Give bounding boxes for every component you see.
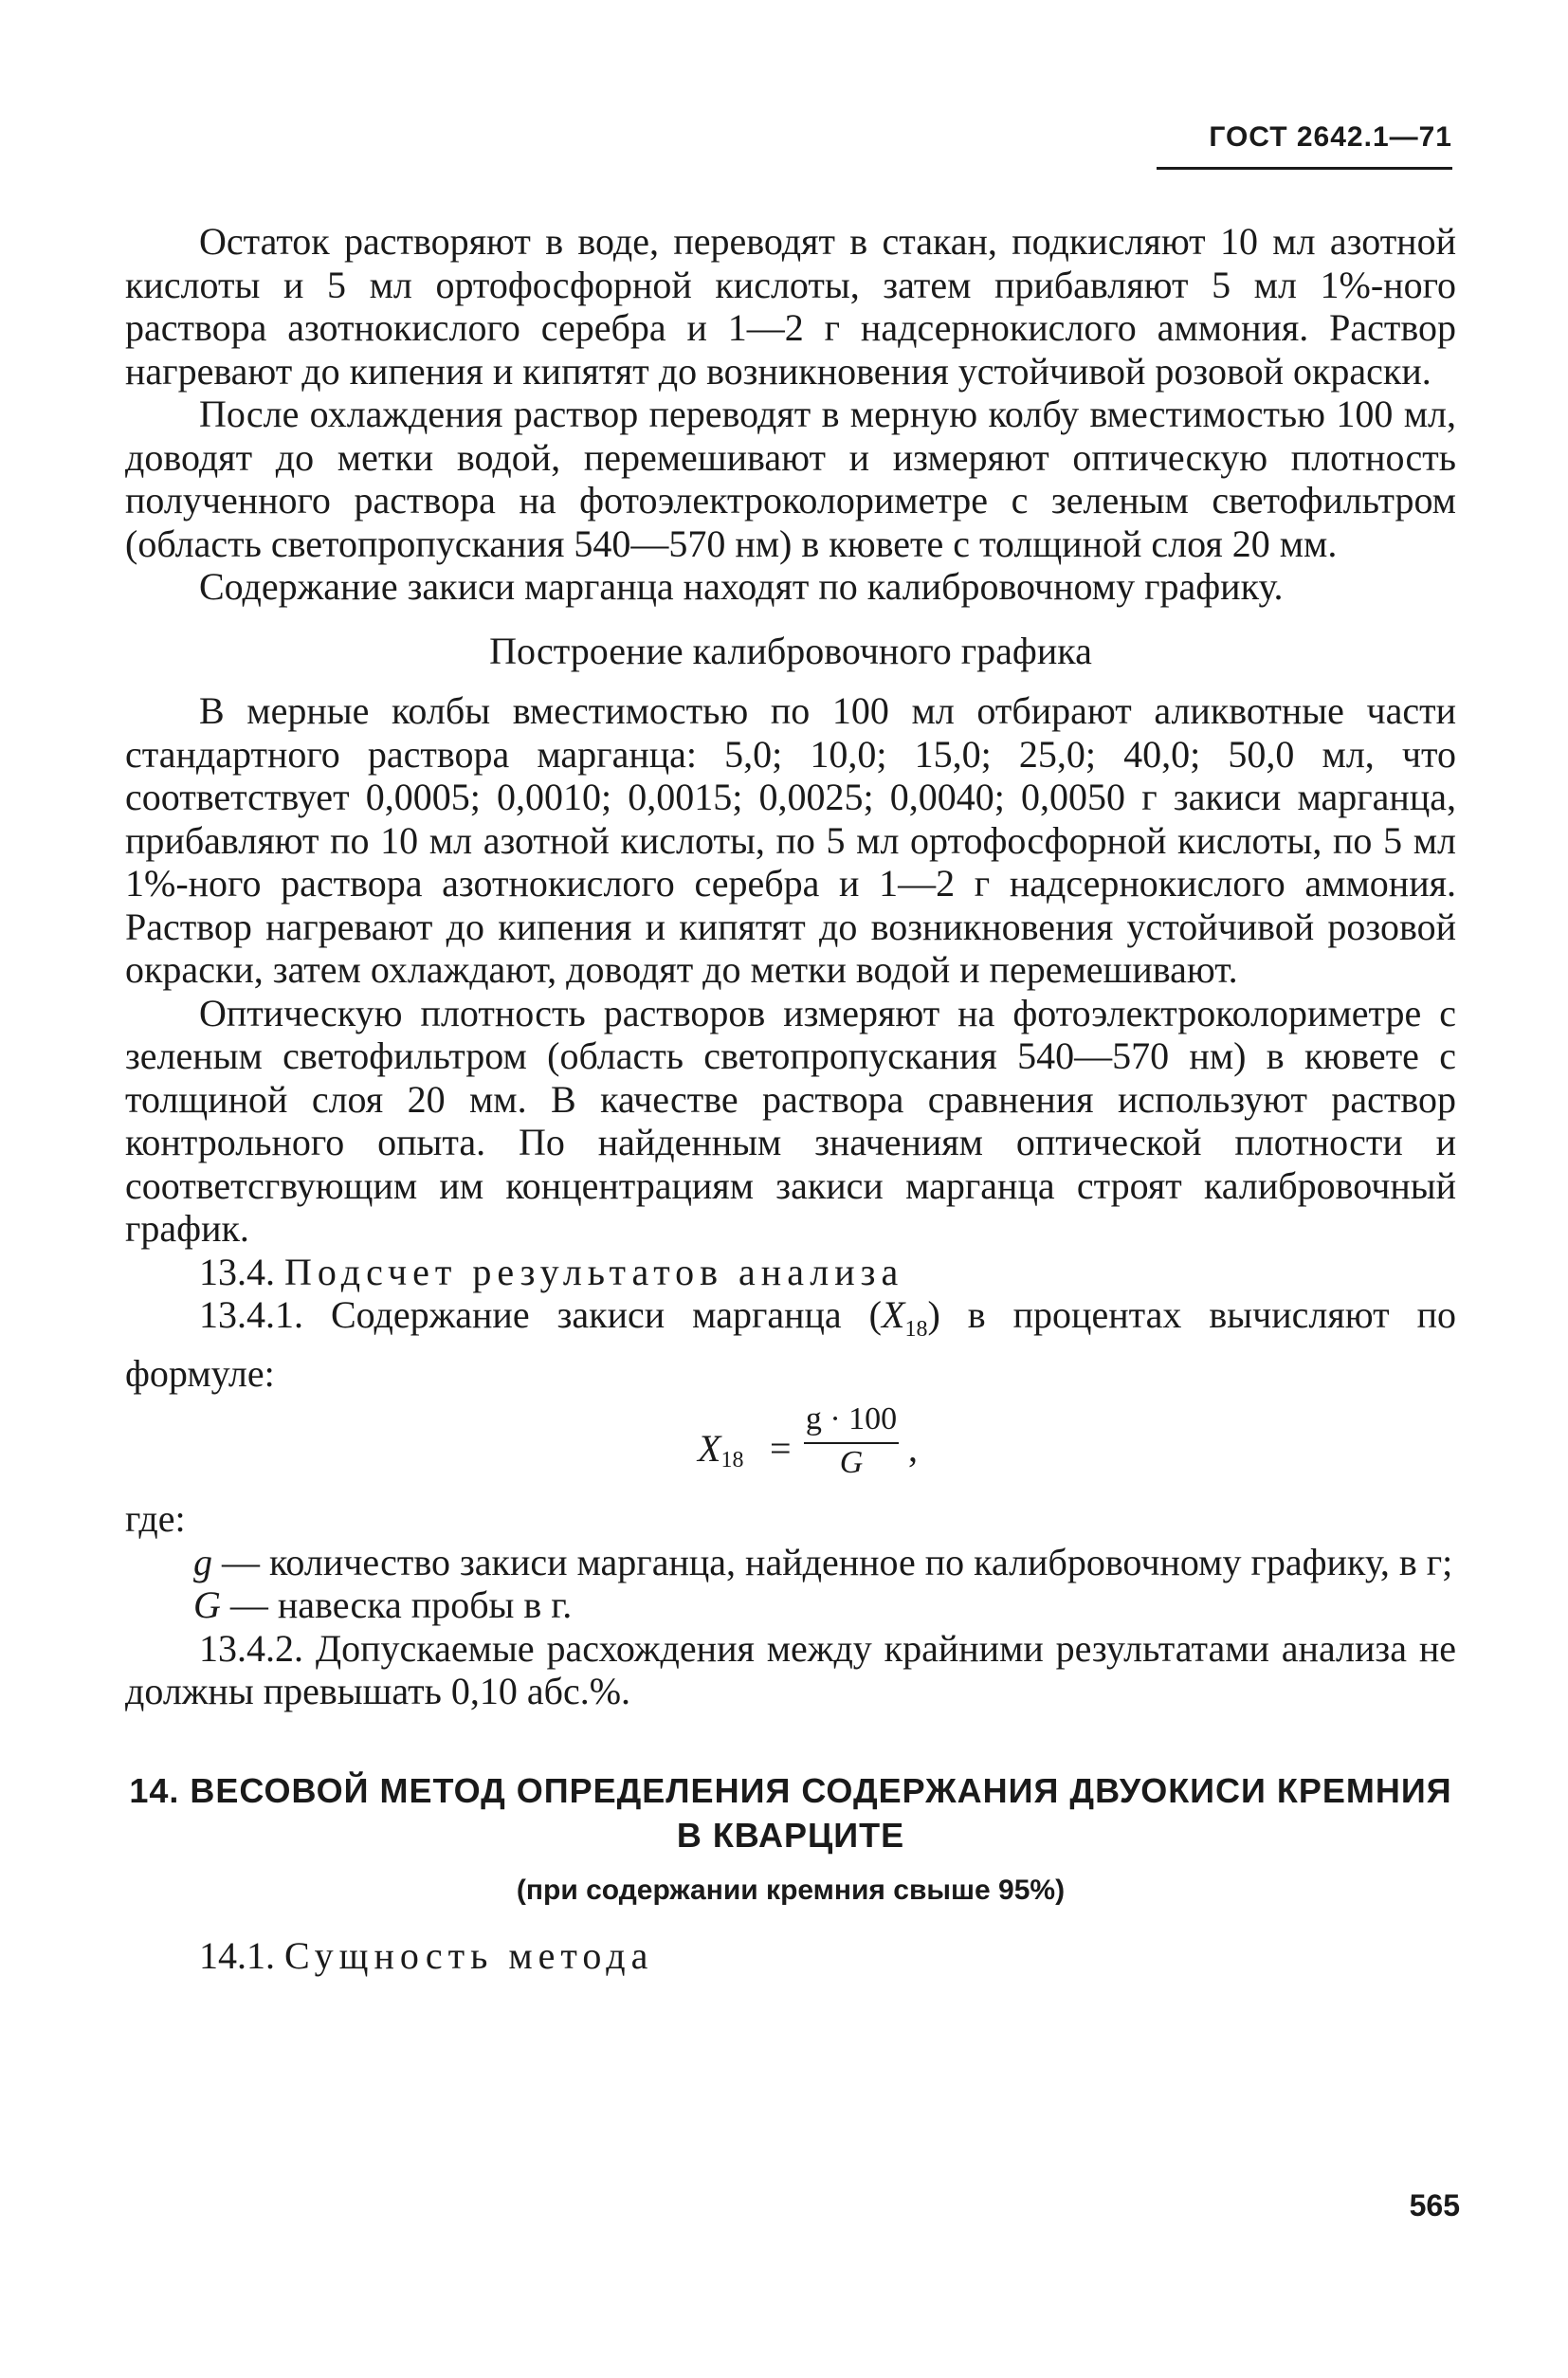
paragraph-tolerance: 13.4.2. Допускаемые расхождения между крайними результатами анализа не должны превышать 0,10 абс.%. [125,1626,1456,1712]
where-label: где: [125,1497,186,1540]
definition-g: g — количество закиси марганца, найденное по калибровочному графику, в г; [193,1540,1453,1583]
page-body [125,220,1456,1978]
section-14-title: 14. ВЕСОВОЙ МЕТОД ОПРЕДЕЛЕНИЯ СОДЕРЖАНИЯ ДВУОКИСИ КРЕМНИЯ В КВАРЦИТЕ [129,1770,1452,1855]
paragraph-formula-intro: 13.4.1. Содержание закиси марганца $(X_{18})$ в процентах вычисляют по формуле: [125,1293,1456,1395]
formula-lhs: $X_{18}$ [698,1427,744,1473]
subheading-calibration: Построение калибровочного графика [489,629,1092,672]
formula-denominator: G [839,1445,864,1480]
results-title: Подсчет результатов анализа [284,1250,904,1293]
paragraph-results-heading [125,1251,1456,1294]
formula-fraction [804,1399,899,1482]
definition-G: G — навеска пробы в г. [193,1583,573,1626]
formula-comma: , [908,1427,918,1470]
header-rule [1157,167,1452,170]
formula-equals: = [770,1427,792,1470]
paragraph-optical-density: Оптическую плотность растворов измеряют на фотоэлектроколориметре с зеленым светофильтром (область светопропускания 540—570 нм) в кювете с толщиной слоя 20 мм. В качестве раствора сравнения используют раствор контрольного опыта. По найденным значениям оптической плотности и соответсгвующим им концентрациям закиси марганца строят калибровочный график. [125,991,1456,1250]
formula [125,1395,1456,1493]
page-number: 565 [1409,2188,1460,2223]
document-header: ГОСТ 2642.1—71 [1209,121,1452,153]
paragraph-content-graph: Содержание закиси марганца находят по калибровочному графику. [199,565,1284,608]
paragraph-residue: Остаток растворяют в воде, переводят в стакан, подкисляют 10 мл азотной кислоты и 5 мл ортофосфорной кислоты, затем прибавляют 5 мл 1%-ного раствора азотнокислого серебра и 1—2 г надсернокислого аммония. Раствор нагревают до кипения и кипятят до возникновения устойчивой розовой окраски. [125,220,1456,393]
section-14-subtitle: (при содержании кремния свыше 95%) [516,1874,1066,1906]
paragraph-calibration-procedure: В мерные колбы вместимостью по 100 мл отбирают аликвотные части стандартного раствора марганца: 5,0; 10,0; 15,0; 25,0; 40,0; 50,0 мл, что соответствует 0,0005; 0,0010; 0,0015; 0,0025; 0,0040; 0,0050 г закиси марганца, прибавляют по 10 мл азотной кислоты, по 5 мл ортофосфорной кислоты, по 5 мл 1%-ного раствора азотнокислого серебра и 1—2 г надсернокислого аммония. Раствор нагревают до кипения и кипятят до возникновения устойчивой розовой окраски, затем охлаждают, доводят до метки водой и перемешивают. [125,689,1456,991]
formula-numerator: g · 100 [804,1399,899,1444]
section-14-essence: 14.1. Сущность метода [199,1934,654,1977]
results-number: 13.4. [199,1250,275,1293]
paragraph-after-cooling: После охлаждения раствор переводят в мерную колбу вместимостью 100 мл, доводят до метки водой, перемешивают и измеряют оптическую плотность полученного раствора на фотоэлектроколориметре с зеленым светофильтром (область светопропускания 540—570 нм) в кювете с толщиной слоя 20 мм. [125,393,1456,565]
